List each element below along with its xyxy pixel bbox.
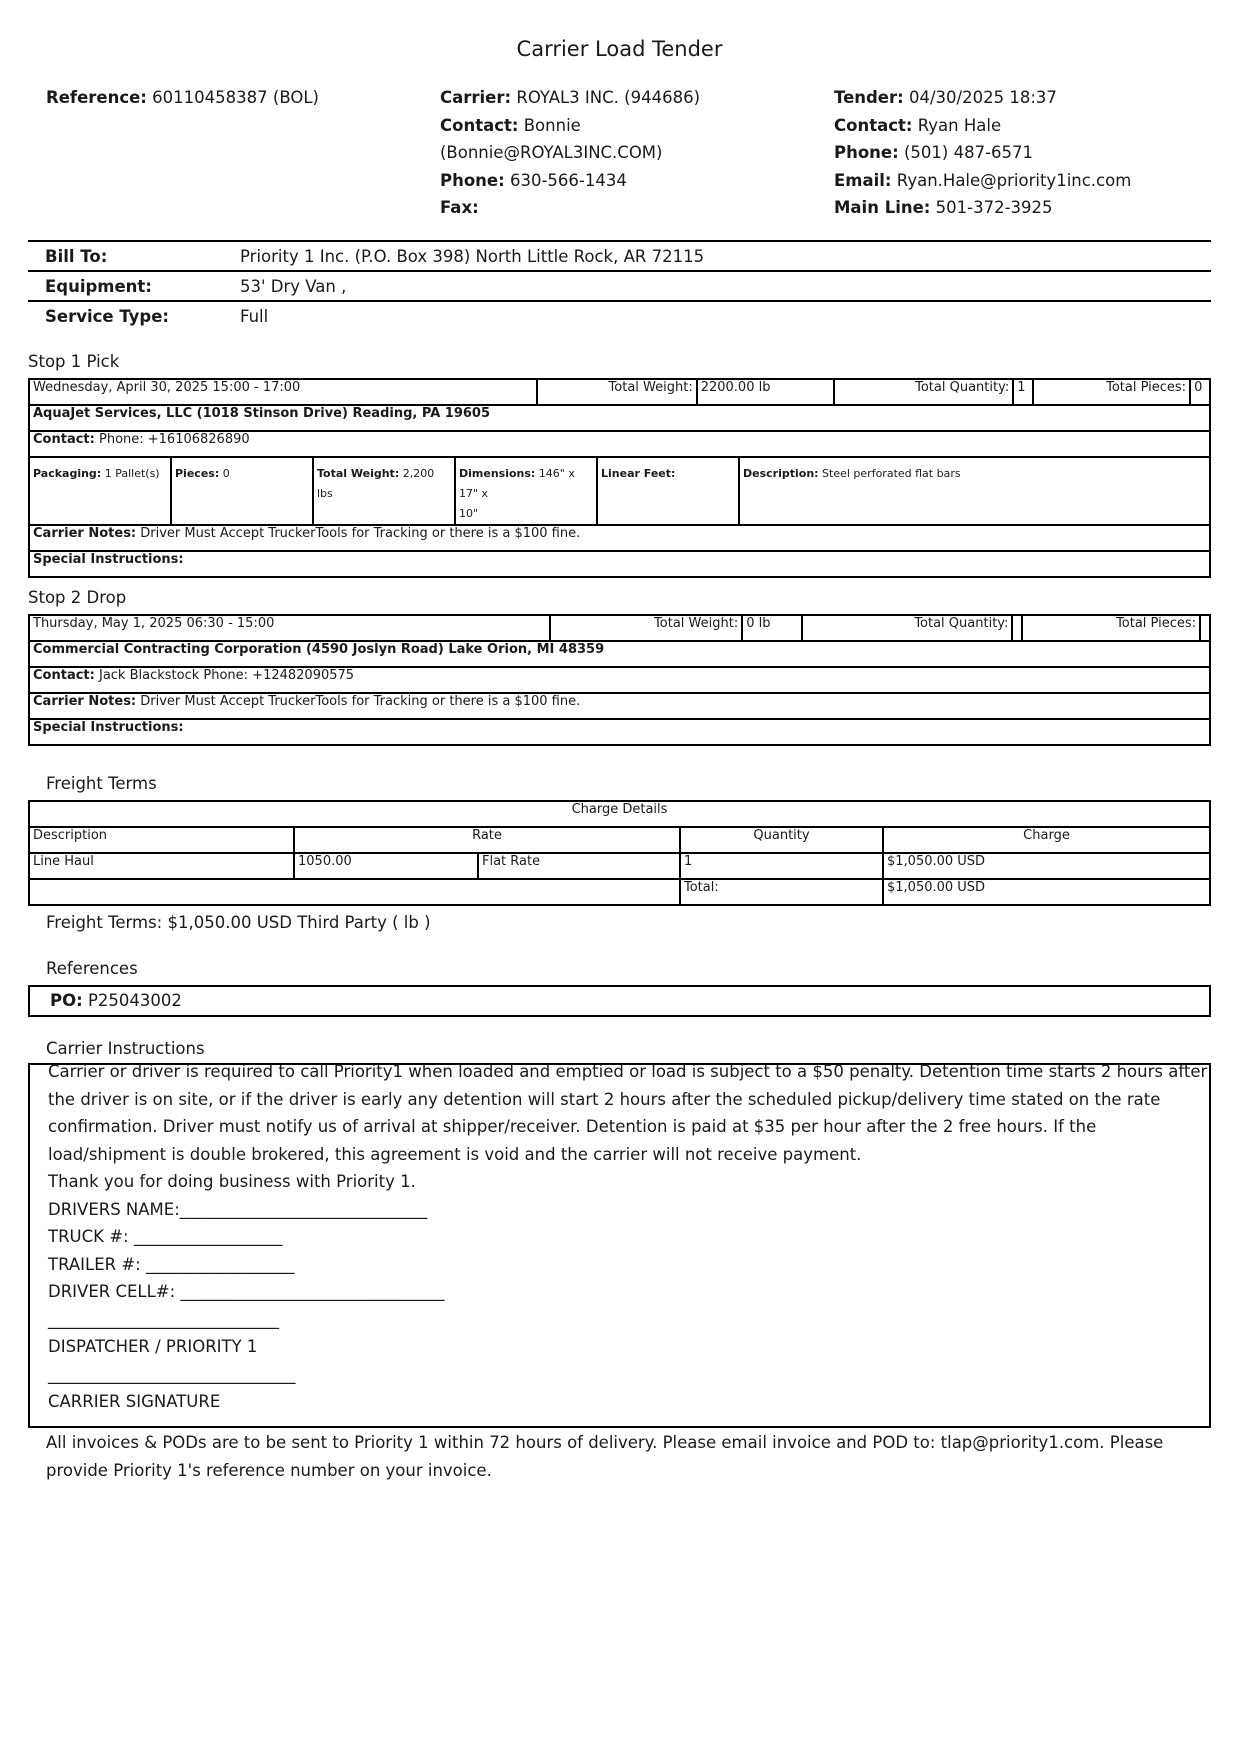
carrier-phone-row [440, 167, 700, 195]
stop2-summary-row [29, 615, 1210, 641]
references-heading: References [46, 959, 138, 978]
carrier-label: Carrier: [440, 88, 512, 107]
po-label: PO: [50, 991, 83, 1010]
trailer-number-field: TRAILER #: __________________ [48, 1254, 295, 1274]
equipment-label: Equipment: [45, 276, 152, 296]
stop1-description-label: Description: [743, 467, 819, 480]
instruction-line: load/shipment is double brokered, this agreement is void and the carrier will not receive payment. [48, 1144, 862, 1164]
stop1-total-pieces-value: 0 [1190, 379, 1210, 405]
charge-total-row [29, 879, 1210, 905]
charge-details-title-row [29, 801, 1210, 827]
carrier-signature-label: CARRIER SIGNATURE [48, 1392, 221, 1411]
service-type-value: Full [240, 306, 269, 326]
stop1-contact-label: Contact: [33, 432, 95, 447]
instruction-line: Carrier or driver is required to call Priority1 when loaded and emptied or load is subject to a $50 penalty. Detention time starts 2 hours after [48, 1062, 1208, 1081]
charge-total-spacer [29, 879, 680, 905]
stop2-contact-label: Contact: [33, 668, 95, 683]
stop1-weight-value: 2,200 lbs [317, 467, 435, 500]
tender-phone-row [834, 139, 1131, 167]
stop2-total-pieces-label: Total Pieces: [1022, 615, 1200, 641]
stop2-location: Commercial Contracting Corporation (4590 Joslyn Road) Lake Orion, MI 48359 [29, 641, 1210, 667]
tender-email-row [834, 167, 1131, 195]
stop2-carrier-notes-value: Driver Must Accept TruckerTools for Tracking or there is a $100 fine. [140, 694, 581, 709]
carrier-instructions-heading: Carrier Instructions [46, 1039, 205, 1058]
freight-terms-line: Freight Terms: $1,050.00 USD Third Party ( lb ) [46, 913, 431, 932]
stop1-weight-label: Total Weight: [317, 467, 400, 480]
charge-description: Line Haul [29, 853, 294, 879]
charge-total-value: $1,050.00 USD [883, 879, 1210, 905]
carrier-contact-value: Bonnie [523, 115, 581, 135]
stop2-contact-value: Jack Blackstock Phone: +12482090575 [98, 668, 355, 683]
charge-amount: $1,050.00 USD [883, 853, 1210, 879]
stop1-pieces-label: Pieces: [175, 467, 220, 480]
tender-contact-label: Contact: [834, 115, 913, 135]
bill-to-label: Bill To: [45, 246, 108, 266]
stop2-special-label: Special Instructions: [29, 719, 1210, 745]
stop1-description-cell [739, 457, 1210, 525]
stop2-total-quantity-value [1012, 615, 1022, 641]
tender-contact-row [834, 112, 1131, 140]
tender-label: Tender: [834, 88, 904, 107]
drivers-name-field: DRIVERS NAME:______________________________ [48, 1199, 428, 1219]
tender-email-label: Email: [834, 170, 892, 190]
stop2-total-quantity-label: Total Quantity: [802, 615, 1012, 641]
instruction-line: the driver is on site, or if the driver is early any detention will start 2 hours after the scheduled pickup/delivery time stated on the rate [48, 1089, 1161, 1109]
tender-row [834, 84, 1131, 112]
tender-phone-value: (501) 487-6571 [903, 143, 1034, 162]
col-rate: Rate [294, 827, 680, 853]
carrier-fax-label: Fax: [440, 198, 479, 217]
carrier-contact-email: (Bonnie@ROYAL3INC.COM) [440, 143, 663, 162]
bill-to-row [28, 241, 1211, 271]
stop2-total-weight-label: Total Weight: [550, 615, 742, 641]
stop2-detail-table [28, 640, 1211, 746]
stop1-location: AquaJet Services, LLC (1018 Stinson Drive) Reading, PA 19605 [29, 405, 1210, 431]
stop2-carrier-notes-row [29, 693, 1210, 719]
stop1-packaging-label: Packaging: [33, 467, 102, 480]
footer-line-2: provide Priority 1's reference number on your invoice. [46, 1460, 492, 1480]
charge-total-label: Total: [680, 879, 883, 905]
stop1-special-row [29, 551, 1210, 577]
stop1-packaging-value: 1 Pallet(s) [104, 467, 160, 480]
po-value: P25043002 [87, 991, 182, 1010]
stop1-heading: Stop 1 Pick [28, 352, 120, 371]
tender-phone-label: Phone: [834, 143, 899, 162]
equipment-row [28, 271, 1211, 301]
stop2-datetime: Thursday, May 1, 2025 06:30 - 15:00 [29, 615, 550, 641]
page-title: Carrier Load Tender [516, 37, 723, 61]
references-box [28, 985, 1211, 1017]
stop1-summary-table [28, 378, 1211, 406]
tender-email-value[interactable]: Ryan.Hale@priority1inc.com [896, 170, 1132, 190]
charge-rate: 1050.00 [294, 853, 478, 879]
stop1-dimensions-value-2: 10" [459, 507, 479, 520]
stop1-dimensions-label: Dimensions: [459, 467, 536, 480]
invoice-footer [46, 1429, 1206, 1484]
charge-details-table [28, 800, 1211, 906]
main-line-row [834, 194, 1131, 222]
stop1-datetime: Wednesday, April 30, 2025 15:00 - 17:00 [29, 379, 537, 405]
tender-contact-value: Ryan Hale [917, 115, 1002, 135]
charge-details-title: Charge Details [29, 801, 1210, 827]
stop1-contact-value: Phone: +16106826890 [98, 432, 250, 447]
reference-row [46, 84, 319, 112]
stop2-total-weight-value: 0 lb [742, 615, 802, 641]
carrier-phone-label: Phone: [440, 170, 505, 190]
charge-header-row [29, 827, 1210, 853]
reference-column [46, 84, 319, 112]
freight-terms-heading: Freight Terms [46, 774, 157, 793]
stop1-item-row [29, 457, 1210, 525]
stop1-contact-row [29, 431, 1210, 457]
carrier-signature-line: ______________________________ [48, 1364, 296, 1384]
stop1-special-label: Special Instructions: [29, 551, 1210, 577]
stop1-carrier-notes-label: Carrier Notes: [33, 526, 137, 541]
stop2-total-pieces-value [1200, 615, 1210, 641]
stop2-contact-row [29, 667, 1210, 693]
col-charge: Charge [883, 827, 1210, 853]
reference-label: Reference: [46, 88, 147, 107]
equipment-value: 53' Dry Van , [240, 276, 347, 296]
instruction-line: confirmation. Driver must notify us of arrival at shipper/receiver. Detention is paid at $35 per hour after the 2 free hours. If the [48, 1117, 1097, 1136]
dispatcher-label: DISPATCHER / PRIORITY 1 [48, 1337, 258, 1356]
stop1-location-row [29, 405, 1210, 431]
col-description: Description [29, 827, 294, 853]
main-line-label: Main Line: [834, 198, 931, 217]
carrier-phone-value: 630-566-1434 [509, 170, 627, 190]
carrier-fax-row [440, 194, 700, 222]
charge-row [29, 853, 1210, 879]
charge-rate-type: Flat Rate [478, 853, 680, 879]
stop1-weight-cell [313, 457, 455, 525]
stop2-carrier-notes-label: Carrier Notes: [33, 694, 137, 709]
stop1-total-weight-label: Total Weight: [537, 379, 697, 405]
stop2-summary-table [28, 614, 1211, 642]
stop1-carrier-notes-row [29, 525, 1210, 551]
carrier-contact-label: Contact: [440, 115, 519, 135]
stop1-total-quantity-value: 1 [1013, 379, 1033, 405]
stop2-contact-cell [29, 667, 1210, 693]
carrier-column [440, 84, 700, 222]
main-line-value: 501-372-3925 [935, 198, 1053, 217]
carrier-row [440, 84, 700, 112]
stop1-summary-row [29, 379, 1210, 405]
stop1-total-weight-value: 2200.00 lb [697, 379, 834, 405]
stop1-pieces-value: 0 [222, 467, 230, 480]
footer-line-1: All invoices & PODs are to be sent to Priority 1 within 72 hours of delivery. Please email invoice and POD to: tlap@priority1.com. Please [46, 1433, 1164, 1452]
shipment-info-table [28, 240, 1211, 330]
truck-number-field: TRUCK #: __________________ [48, 1227, 283, 1246]
dispatcher-signature-line: ____________________________ [48, 1309, 279, 1329]
tender-column [834, 84, 1131, 222]
stop2-location-row [29, 641, 1210, 667]
stop1-total-quantity-label: Total Quantity: [834, 379, 1014, 405]
stop1-linear-feet-label: Linear Feet: [601, 467, 676, 480]
thank-you-line: Thank you for doing business with Priority 1. [48, 1172, 416, 1191]
driver-cell-field: DRIVER CELL#: ________________________________ [48, 1282, 445, 1301]
stop1-description-value: Steel perforated flat bars [822, 467, 961, 480]
carrier-contact-row [440, 112, 700, 140]
stop2-special-row [29, 719, 1210, 745]
stop2-heading: Stop 2 Drop [28, 588, 127, 607]
stop1-linear-feet-cell [597, 457, 739, 525]
stop1-detail-table [28, 404, 1211, 578]
stop1-carrier-notes-cell [29, 525, 1210, 551]
stop1-contact-cell [29, 431, 1210, 457]
carrier-instructions-text [48, 1058, 1208, 1416]
tender-value: 04/30/2025 18:37 [909, 88, 1057, 107]
col-quantity: Quantity [680, 827, 883, 853]
stop1-pieces-cell [171, 457, 313, 525]
service-type-label: Service Type: [45, 306, 169, 326]
bill-to-value: Priority 1 Inc. (P.O. Box 398) North Little Rock, AR 72115 [240, 246, 705, 266]
stop1-packaging-cell [29, 457, 171, 525]
service-type-row [28, 301, 1211, 330]
stop1-total-pieces-label: Total Pieces: [1033, 379, 1190, 405]
reference-value: 60110458387 (BOL) [152, 88, 319, 107]
charge-quantity: 1 [680, 853, 883, 879]
stop1-carrier-notes-value: Driver Must Accept TruckerTools for Tracking or there is a $100 fine. [140, 526, 581, 541]
stop1-dimensions-value: 146" x 17" x [459, 467, 575, 500]
carrier-value: ROYAL3 INC. (944686) [516, 88, 701, 107]
stop1-dimensions-cell [455, 457, 597, 525]
stop2-carrier-notes-cell [29, 693, 1210, 719]
